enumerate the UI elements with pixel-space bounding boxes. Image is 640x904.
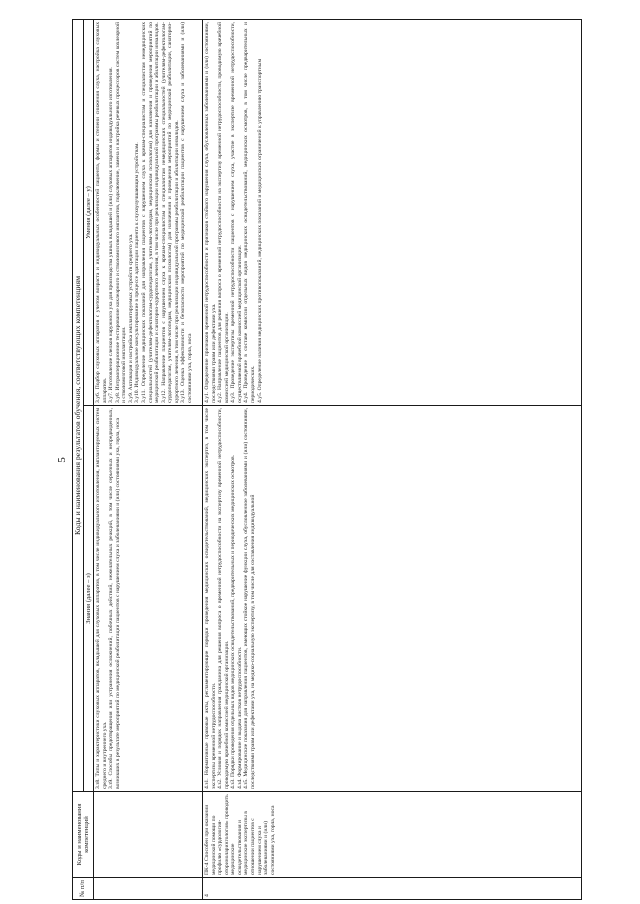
header-knowledge: Знания (далее – з)	[83, 406, 94, 792]
skill-item: 3.у7. Изготовление слепков наружного уха для производства ушных вкладышей и (или) слуховых аппаратов индивидуального изготовления.	[108, 67, 115, 403]
rotated-page	[56, 20, 604, 900]
table-row	[203, 19, 582, 899]
row-competence: ПК-4 Способен при оказании медицинской помощи по профилю «сурдология-оториноларингология» проводить медицинские освидетельствования и медицинские экспертизы в отношении пациентов с нарушением слуха и заболеваниями и (или) состояниями уха, горла, носа	[203, 792, 582, 878]
row-knowledge	[203, 406, 582, 792]
row-knowledge	[94, 406, 203, 792]
knowledge-item: 4.з2. Условия и порядок направления гражданина для решения вопроса о временной нетрудоспособности на экспертизу временной нетрудоспособности, проводимую врачебной комиссией медицинской организации.	[217, 408, 230, 789]
skill-item: 3.у13. Оценка эффективности и безопасности мероприятий по медицинской реабилитации пациентов с нарушением слуха и заболеваниями и (или) состояниями уха, горла, носа	[180, 21, 193, 403]
knowledge-item: 4.з3. Порядки проведения отдельных видов медицинских освидетельствований, предварительных и периодических медицинских осмотров.	[230, 454, 237, 789]
knowledge-item: 3.з9. Способы предотвращения или устранения осложнений, побочных действий, нежелательных реакций, в том числе серьезных и непредвиденных, возникших в результате мероприятий по медицинской реабилитации пациентов с нарушением слуха и заболеваниями и (или) состояниями уха, горла, носа	[108, 408, 121, 789]
knowledge-item: 4.з4. Формирование и выдача листков нетрудоспособности.	[236, 646, 243, 789]
header-skills: Умения (далее – у)	[83, 19, 94, 405]
table-subheader-row	[83, 19, 94, 899]
skill-item: 3.у11. Определение медицинских показаний для направления пациентов с нарушением слуха к врачам-специалистам и специалистам немедицинских специальностей (учителям-дефектологам-сурдопедагогам, учителям-логопедам, медицинским психологам) для назначения и проведения мероприятий по медицинской реабилитации и санаторно-курортного лечения, в том числе при реализации индивидуальной программы реабилитации и абилитации инвалидов.	[141, 21, 161, 403]
skill-item: 3.у12. Направление пациентов с нарушением слуха к врачам-специалистам и специалистам немедицинских специальностей (учителям-дефектологам-сурдопедагогам, учителям-логопедам, медицинским психологам) для назначения и проведения мероприятий по медицинской реабилитации, санаторно-курортного лечения, в том числе при реализации индивидуальной программы реабилитации и абилитации инвалидов.	[160, 21, 180, 403]
table-row	[94, 19, 203, 899]
skill-item: 4.у2. Направление пациентов для решения вопроса о временной нетрудоспособности на экспертизу временной нетрудоспособности, проводимую врачебной комиссией медицинской организации.	[217, 21, 230, 403]
table-header-row	[73, 19, 84, 899]
knowledge-item: 4.з5. Медицинские показания для направления пациентов, имеющих стойкое нарушение функции слуха, обусловленное заболеваниями и (или) состояниями, последствиями травм или дефектами уха, на медико-социальную экспертизу, в том числе для составления индивидуальной	[243, 408, 257, 789]
skill-item: 3.у8. Интраоперационное тестирование кохлеарного и стволомозгового имплантов, подключение, замена и настройка речевых процессоров систем кохлеарной и стволомозговой имплантации.	[114, 21, 128, 403]
row-num: 4	[203, 878, 582, 900]
row-skills	[94, 19, 203, 405]
skill-item: 4.у3. Проведение экспертизы временной нетрудоспособности пациентов с нарушением слуха, участие в экспертизе временной нетрудоспособности, осуществляемой врачебной комиссией медицинской организации.	[230, 21, 243, 403]
knowledge-item: 3.з8. Типы и характеристики слуховых аппаратов, вкладышей для слуховых аппаратов, в том числе индивидуального изготовления, имплантируемых систем среднего и внутреннего уха.	[95, 408, 108, 789]
skill-item: 3.у9. Активация и настройка имплантируемых устройств среднего уха.	[127, 233, 134, 403]
competence-table	[72, 19, 582, 900]
header-num: № п/п	[73, 878, 94, 900]
skill-item: 3.у10. Индивидуальное консультирование в процессе адаптации пациента к слухоулучшающим устройствам.	[134, 142, 141, 403]
header-competence: Коды и наименования компетенций	[73, 792, 94, 878]
skill-item: 4.у1. Определение признаков временной нетрудоспособности и признаков стойкого нарушения слуха, обусловленных заболеваниями и (или) состояниями, последствиями травм или дефектами уха.	[204, 21, 217, 403]
row-skills	[203, 19, 582, 405]
row-competence	[94, 792, 203, 878]
knowledge-item: 4.з1. Нормативные правовые акты, регламентирующие порядки проведения медицинских освидетельствований, медицинских экспертиз, в том числе экспертизы временной нетрудоспособности.	[204, 408, 217, 789]
skill-item: 4.у5. Определение наличия медицинских противопоказаний, медицинских показаний и медицинских ограничений к управлению транспортным	[256, 58, 263, 403]
skill-item: 3.у6. Подбор слуховых аппаратов с учетом возраста и индивидуальных особенностей пациента, формы и степени снижения слуха, настройка слуховых аппаратов.	[95, 21, 108, 403]
skill-item: 4.у4. Проведение в составе комиссии отдельных видов медицинских освидетельствований, медицинских осмотров, в том числе предварительных и периодических.	[243, 21, 257, 403]
header-group: Коды и наименования результатов обучения, соответствующих компетенциям	[73, 19, 84, 791]
page-number: 5	[56, 457, 68, 463]
row-num	[94, 878, 203, 900]
